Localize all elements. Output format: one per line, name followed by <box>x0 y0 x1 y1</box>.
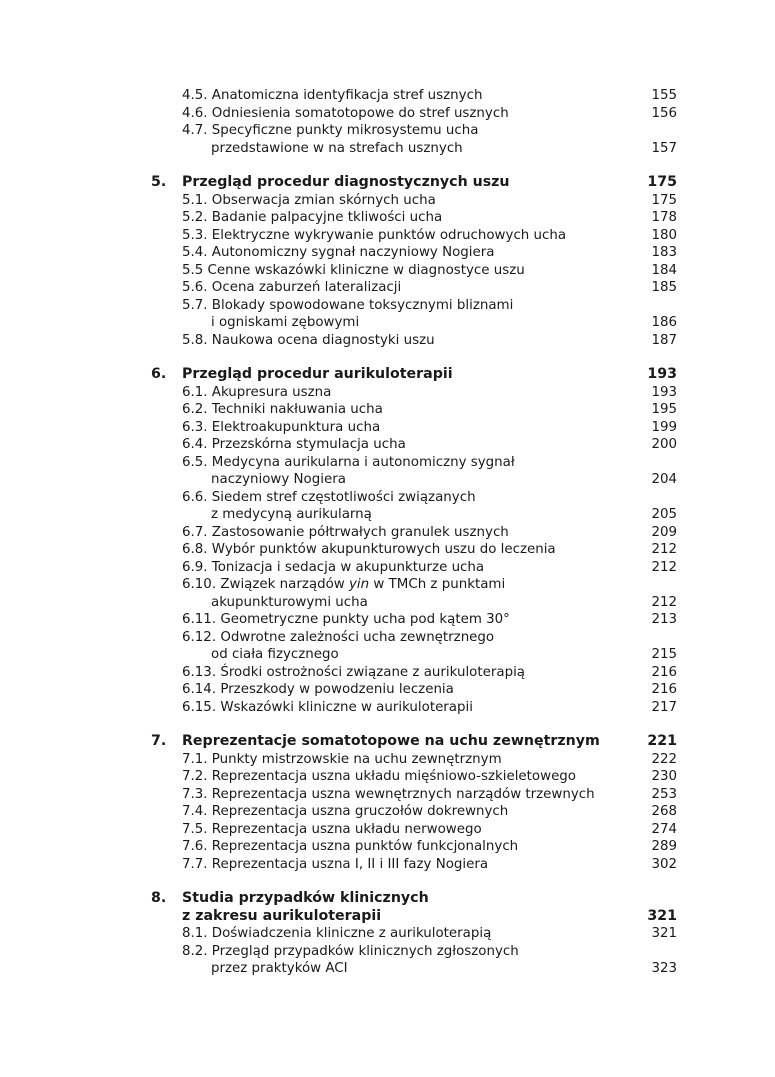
toc-entry <box>0 559 775 577</box>
chapter-number: 6. <box>151 366 167 382</box>
toc-entry <box>0 506 775 524</box>
entry-title: 7.3. Reprezentacja uszna wewnętrznych narządów trzewnych <box>182 786 595 802</box>
page-number: 175 <box>651 192 677 208</box>
page-number: 193 <box>647 366 677 382</box>
entry-title: 5.7. Blokady spowodowane toksycznymi bliznami <box>182 297 514 313</box>
page-number: 323 <box>651 961 677 976</box>
entry-title: 4.7. Specyficzne punkty mikrosystemu ucha <box>182 123 479 138</box>
toc-entry <box>0 611 775 629</box>
toc-entry <box>0 646 775 664</box>
page-number: 321 <box>651 926 677 941</box>
entry-title: z medycyną aurikularną <box>211 507 372 522</box>
page-number: 205 <box>651 507 677 522</box>
page-number: 183 <box>651 245 677 260</box>
entry-title: 6.7. Zastosowanie półtrwałych granulek usznych <box>182 524 509 540</box>
entry-title: 7.7. Reprezentacja uszna I, II i III fazy Nogiera <box>182 856 489 872</box>
page-number: 180 <box>651 227 677 243</box>
toc-entry <box>0 541 775 559</box>
toc-entry <box>0 401 775 419</box>
entry-title: 7.6. Reprezentacja uszna punktów funkcjonalnych <box>182 839 519 854</box>
toc-entry <box>0 768 775 786</box>
toc-entry <box>0 803 775 821</box>
page-number: 200 <box>651 437 677 452</box>
page-number: 178 <box>651 210 677 225</box>
page-number: 209 <box>651 524 677 540</box>
toc-entry <box>0 384 775 402</box>
section-gap <box>0 349 775 366</box>
toc-entry <box>0 856 775 874</box>
entry-title-part: w TMCh z punktami <box>369 577 506 592</box>
toc-chapter-entry <box>0 366 775 384</box>
entry-title <box>182 576 505 594</box>
toc-entry <box>0 664 775 682</box>
page-number: 212 <box>651 594 677 610</box>
entry-title: 5.4. Autonomiczny sygnał naczyniowy Nogiera <box>182 245 495 260</box>
section-gap <box>0 716 775 733</box>
toc-entry <box>0 699 775 717</box>
entry-title: akupunkturowymi ucha <box>211 594 368 610</box>
entry-title: 6.12. Odwrotne zależności ucha zewnętrznego <box>182 629 495 645</box>
toc-entry <box>0 594 775 612</box>
toc-entry <box>0 960 775 978</box>
entry-title: 5.6. Ocena zaburzeń lateralizacji <box>182 280 402 295</box>
page-number: 221 <box>647 733 677 749</box>
page-number: 157 <box>651 140 677 156</box>
page-number: 217 <box>651 699 677 715</box>
page-number: 321 <box>647 907 677 924</box>
entry-title: 4.5. Anatomiczna identyfikacja stref usznych <box>182 88 483 103</box>
chapter-number: 7. <box>151 733 167 749</box>
entry-title: naczyniowy Nogiera <box>211 472 346 487</box>
entry-title: Przegląd procedur aurikuloterapii <box>182 366 453 382</box>
toc-entry <box>0 140 775 158</box>
page-number: 195 <box>651 402 677 417</box>
page-number: 156 <box>651 105 677 121</box>
toc-entry <box>0 925 775 943</box>
page-number: 155 <box>651 88 677 103</box>
toc-entry <box>0 751 775 769</box>
page-number: 212 <box>651 542 677 557</box>
toc-entry <box>0 629 775 647</box>
toc-chapter-entry <box>0 890 775 908</box>
entry-title: 6.8. Wybór punktów akupunkturowych uszu do leczenia <box>182 542 556 557</box>
entry-title: 5.2. Badanie palpacyjne tkliwości ucha <box>182 210 443 225</box>
entry-title: 6.11. Geometryczne punkty ucha pod kątem 30° <box>182 612 510 627</box>
chapter-number: 8. <box>151 890 167 906</box>
entry-title: 6.2. Techniki nakłuwania ucha <box>182 402 383 417</box>
entry-title: 5.5 Cenne wskazówki kliniczne w diagnostyce uszu <box>182 262 525 278</box>
toc-entry <box>0 524 775 542</box>
entry-title: 8.1. Doświadczenia kliniczne z aurikuloterapią <box>182 926 492 941</box>
chapter-number: 5. <box>151 174 167 190</box>
toc-entry <box>0 279 775 297</box>
toc-chapter-entry <box>0 174 775 192</box>
page-number: 175 <box>647 174 677 190</box>
page-number: 222 <box>651 751 677 767</box>
toc-entry <box>0 122 775 140</box>
page-number: 230 <box>651 769 677 784</box>
section-gap <box>0 157 775 174</box>
entry-title: 5.1. Obserwacja zmian skórnych ucha <box>182 192 436 208</box>
toc-entry <box>0 297 775 315</box>
page-number: 185 <box>651 280 677 295</box>
entry-title: 6.9. Tonizacja i sedacja w akupunkturze ucha <box>182 559 485 575</box>
entry-title: 6.13. Środki ostrożności związane z aurikuloterapią <box>182 664 526 680</box>
entry-title: 4.6. Odniesienia somatotopowe do stref usznych <box>182 105 509 121</box>
section-gap <box>0 873 775 890</box>
toc-entry <box>0 576 775 594</box>
page-number: 302 <box>651 856 677 872</box>
toc-entry <box>0 681 775 699</box>
entry-title: przedstawione w na strefach usznych <box>211 140 463 156</box>
entry-title: 7.5. Reprezentacja uszna układu nerwowego <box>182 821 482 837</box>
entry-title: 6.15. Wskazówki kliniczne w aurikuloterapii <box>182 699 473 715</box>
toc-entry <box>0 262 775 280</box>
entry-title: 6.14. Przeszkody w powodzeniu leczenia <box>182 682 454 697</box>
toc-entry <box>0 489 775 507</box>
entry-title: 7.4. Reprezentacja uszna gruczołów dokrewnych <box>182 804 509 819</box>
entry-title: 6.5. Medycyna aurikularna i autonomiczny sygnał <box>182 454 515 470</box>
toc-entry <box>0 209 775 227</box>
entry-title: 5.8. Naukowa ocena diagnostyki uszu <box>182 332 435 348</box>
page-number: 212 <box>651 559 677 575</box>
toc-entry <box>0 105 775 123</box>
toc-entry <box>0 244 775 262</box>
toc-entry <box>0 821 775 839</box>
entry-title: z zakresu aurikuloterapii <box>182 907 382 924</box>
entry-title-part: 6.10. Związek narządów <box>182 577 349 592</box>
page-number: 213 <box>651 612 677 627</box>
page-number: 199 <box>651 419 677 435</box>
page-number: 216 <box>651 664 677 680</box>
toc-entry <box>0 454 775 472</box>
toc-entry <box>0 314 775 332</box>
entry-title: 6.6. Siedem stref częstotliwości związanych <box>182 489 476 505</box>
page-number: 187 <box>651 332 677 348</box>
toc-entry <box>0 192 775 210</box>
page-number: 215 <box>651 647 677 662</box>
entry-title: 6.4. Przezskórna stymulacja ucha <box>182 437 406 452</box>
page-number: 216 <box>651 682 677 697</box>
entry-title: 6.1. Akupresura uszna <box>182 384 332 400</box>
entry-title: i ogniskami zębowymi <box>211 315 360 330</box>
toc-entry <box>0 786 775 804</box>
toc-entry <box>0 87 775 105</box>
page-number: 253 <box>651 786 677 802</box>
entry-title: Przegląd procedur diagnostycznych uszu <box>182 174 510 190</box>
toc-entry <box>0 419 775 437</box>
entry-title-italic: yin <box>349 577 370 592</box>
toc-chapter-entry <box>0 908 775 926</box>
entry-title: Reprezentacje somatotopowe na uchu zewnętrznym <box>182 733 600 749</box>
entry-title: Studia przypadków klinicznych <box>182 890 429 906</box>
toc-entry <box>0 471 775 489</box>
page-number: 193 <box>651 384 677 400</box>
page-number: 268 <box>651 804 677 819</box>
entry-title: 5.3. Elektryczne wykrywanie punktów odruchowych ucha <box>182 227 567 243</box>
entry-title: 8.2. Przegląd przypadków klinicznych zgłoszonych <box>182 943 519 959</box>
entry-title: 6.3. Elektroakupunktura ucha <box>182 419 381 435</box>
toc-entry <box>0 838 775 856</box>
page-number: 186 <box>651 315 677 330</box>
toc-entry <box>0 436 775 454</box>
toc-entry <box>0 227 775 245</box>
page-number: 204 <box>651 472 677 487</box>
entry-title: 7.1. Punkty mistrzowskie na uchu zewnętrznym <box>182 751 502 767</box>
table-of-contents <box>0 87 775 978</box>
page-number: 274 <box>651 821 677 837</box>
page-number: 184 <box>651 262 677 278</box>
toc-entry <box>0 943 775 961</box>
entry-title: od ciała fizycznego <box>211 647 339 662</box>
entry-title: przez praktyków ACI <box>211 961 348 976</box>
toc-chapter-entry <box>0 733 775 751</box>
entry-title: 7.2. Reprezentacja uszna układu mięśniowo-szkieletowego <box>182 769 576 784</box>
toc-entry <box>0 332 775 350</box>
page-number: 289 <box>651 839 677 854</box>
